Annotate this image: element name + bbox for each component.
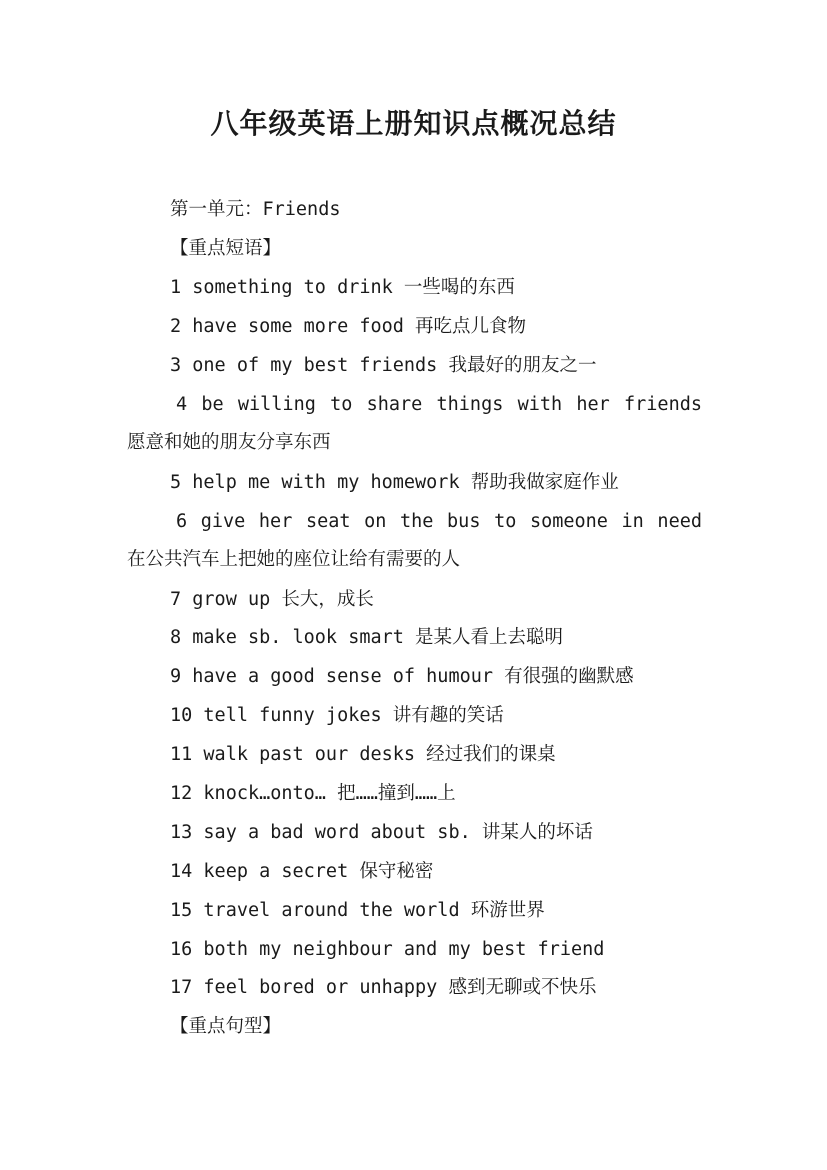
phrase-item: 6 give her seat on the bus to someone in need xyxy=(176,511,702,532)
phrase-item: 9 have a good sense of humour 有很强的幽默感 xyxy=(170,666,634,687)
phrase-item: 3 one of my best friends 我最好的朋友之一 xyxy=(170,355,597,376)
phrase-item: 4 be willing to share things with her friends xyxy=(176,394,702,415)
phrase-item: 8 make sb. look smart 是某人看上去聪明 xyxy=(170,627,564,648)
phrase-item: 10 tell funny jokes 讲有趣的笑话 xyxy=(170,705,504,726)
phrase-item: 1 something to drink 一些喝的东西 xyxy=(170,277,515,298)
phrase-item: 15 travel around the world 环游世界 xyxy=(170,900,545,921)
phrase-item-continuation: 在公共汽车上把她的座位让给有需要的人 xyxy=(127,549,461,570)
phrase-item: 11 walk past our desks 经过我们的课桌 xyxy=(170,744,556,765)
page-title: 八年级英语上册知识点概况总结 xyxy=(210,107,617,140)
phrases-heading: 【重点短语】 xyxy=(170,238,282,259)
phrase-item-continuation: 愿意和她的朋友分享东西 xyxy=(127,432,331,453)
phrase-item: 16 both my neighbour and my best friend xyxy=(170,939,605,960)
phrase-item: 12 knock…onto… 把……撞到……上 xyxy=(170,783,456,804)
phrase-item: 14 keep a secret 保守秘密 xyxy=(170,861,434,882)
phrase-item: 17 feel bored or unhappy 感到无聊或不快乐 xyxy=(170,977,597,998)
phrase-item: 7 grow up 长大，成长 xyxy=(170,589,374,610)
phrase-item: 13 say a bad word about sb. 讲某人的坏话 xyxy=(170,822,593,843)
phrase-item: 5 help me with my homework 帮助我做家庭作业 xyxy=(170,472,619,493)
phrase-item: 2 have some more food 再吃点儿食物 xyxy=(170,316,527,337)
sentences-heading: 【重点句型】 xyxy=(170,1016,282,1037)
unit-heading: 第一单元：Friends xyxy=(170,199,341,220)
